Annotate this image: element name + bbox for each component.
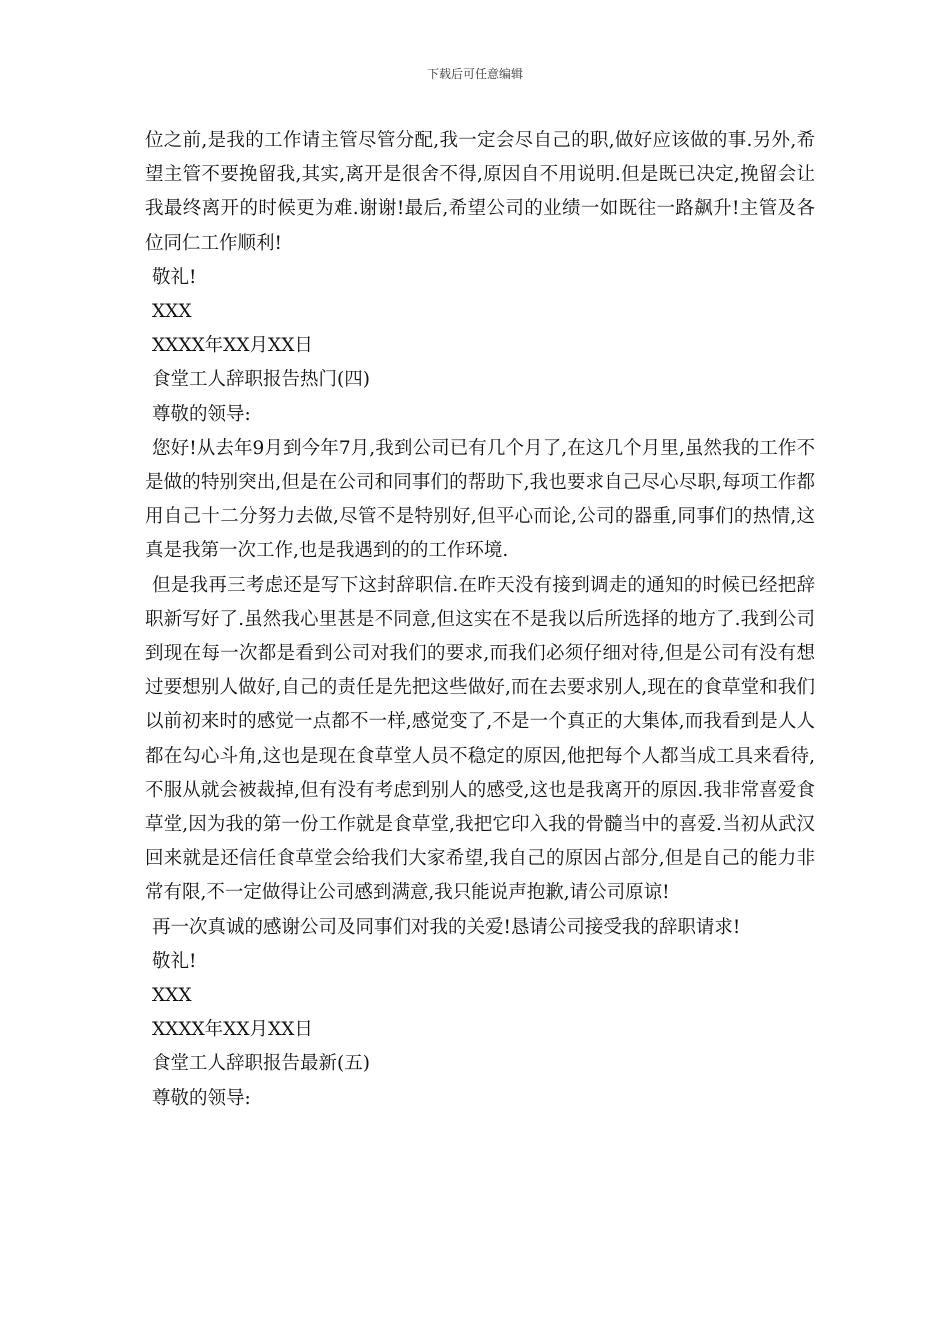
greeting: 尊敬的领导: xyxy=(152,403,251,425)
signature-name: XXX xyxy=(152,985,192,1007)
document-body xyxy=(145,124,815,1116)
paragraph-intro: 您好!从去年9月到今年7月,我到公司已有几个月了,在这几个月里,虽然我的工作不是做的特别突出,但是在公司和同事们的帮助下,我也要求自己尽心尽职,每项工作都用自己十二分努力去做,尽管不是特别好,但平心而论,公司的器重,同事们的热情,这真是我第一次工作,也是我遇到的的工作环境. xyxy=(145,437,815,562)
section-title-four: 食堂工人辞职报告热门(四) xyxy=(152,369,370,391)
paragraph-closing-request: 位之前,是我的工作请主管尽管分配,我一定会尽自己的职,做好应该做的事.另外,希望主管不要挽留我,其实,离开是很舍不得,原因自不用说明.但是既已决定,挽留会让我最终离开的时候更为难.谢谢!最后,希望公司的业绩一如既往一路飙升!主管及各位同仁工作顺利! xyxy=(145,130,815,254)
signature-name: XXX xyxy=(152,301,192,323)
salutation: 敬礼! xyxy=(152,950,197,972)
signature-date: XXXX年XX月XX日 xyxy=(152,335,313,357)
salutation: 敬礼! xyxy=(152,266,197,288)
greeting: 尊敬的领导: xyxy=(152,1087,251,1109)
signature-date: XXXX年XX月XX日 xyxy=(152,1019,313,1041)
paragraph-thanks: 再一次真诚的感谢公司及同事们对我的关爱!恳请公司接受我的辞职请求! xyxy=(152,916,741,938)
page-header-note: 下载后可任意编辑 xyxy=(426,67,523,81)
paragraph-reasons: 但是我再三考虑还是写下这封辞职信.在昨天没有接到调走的通知的时候已经把辞职新写好了.虽然我心里甚是不同意,但这实在不是我以后所选择的地方了.我到公司到现在每一次都是看到公司对我们的要求,而我们必须仔细对待,但是公司有没有想过要想别人做好,自己的责任是先把这些做好,而在去要求别人,现在的食草堂和我们以前初来时的感觉一点都不一样,感觉变了,不是一个真正的大集体,而我看到是人人都在勾心斗角,这也是现在食草堂人员不稳定的原因,他把每个人都当成工具来看待,不服从就会被裁掉,但有没有考虑到别人的感受,这也是我离开的原因.我非常喜爱食草堂,因为我的第一份工作就是食草堂,我把它印入我的骨髓当中的喜爱.当初从武汉回来就是还信任食草堂会给我们大家希望,我自己的原因占部分,但是自己的能力非常有限,不一定做得让公司感到满意,我只能说声抱歉,请公司原谅! xyxy=(145,574,815,904)
section-title-five: 食堂工人辞职报告最新(五) xyxy=(152,1053,370,1075)
